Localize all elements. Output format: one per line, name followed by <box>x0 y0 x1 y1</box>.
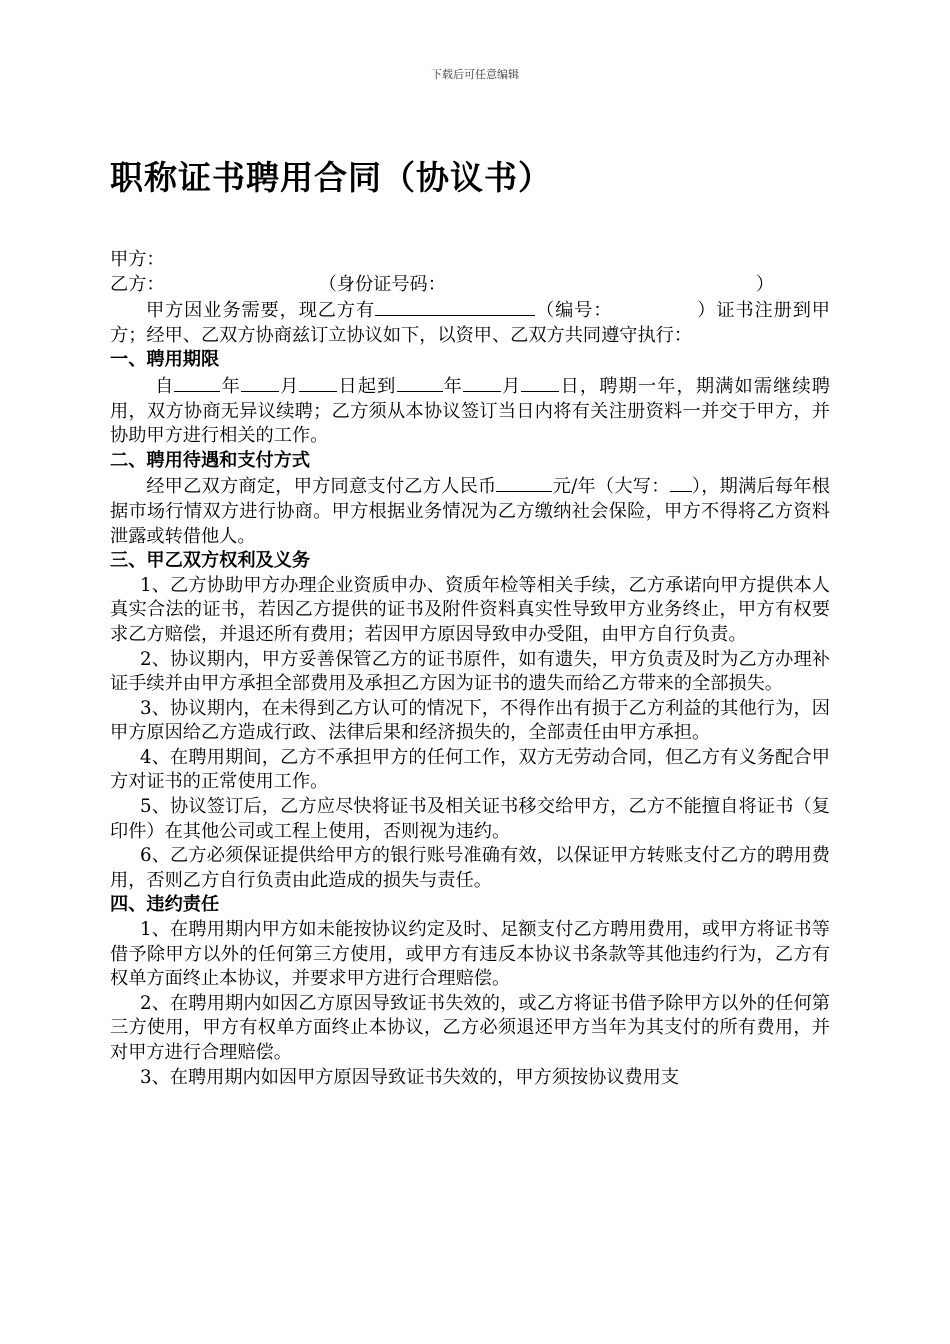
clause-paragraph: 2、协议期内，甲方妥善保管乙方的证书原件，如有遗失，甲方负责及时为乙方办理补证手续并由甲方承担全部费用及承担乙方因为证书的遗失而给乙方带来的全部损失。 <box>110 648 830 695</box>
clause-paragraph: 3、在聘用期内如因甲方原因导致证书失效的，甲方须按协议费用支 <box>140 1066 680 1088</box>
intro-paragraph: 甲方因业务需要，现乙方有 （编号： ）证书注册到甲方；经甲、乙双方协商兹订立协议如下，以资甲、乙双方共同遵守执行： <box>110 297 830 348</box>
term-paragraph: 自 年 月 日起到 年 月 日，聘期一年，期满如需继续聘用，双方协商无异议续聘；乙方须从本协议签订当日内将有关注册资料一并交于甲方，并协助甲方进行相关的工作。 <box>110 373 830 449</box>
document-title: 职称证书聘用合同（协议书） <box>110 158 552 197</box>
party-a-line: 甲方： <box>110 249 165 270</box>
clause-paragraph: 4、在聘用期间，乙方不承担甲方的任何工作，双方无劳动合同，但乙方有义务配合甲方对证书的正常使用工作。 <box>110 746 830 793</box>
certificate-blank <box>375 297 535 316</box>
section-heading: 四、违约责任 <box>110 894 220 916</box>
clause-paragraph: 5、协议签订后，乙方应尽快将证书及相关证书移交给甲方，乙方不能擅自将证书（复印件）在其他公司或工程上使用，否则视为违约。 <box>110 796 830 842</box>
clause-paragraph: 3、协议期内，在未得到乙方认可的情况下，不得作出有损于乙方利益的其他行为，因甲方原因给乙方造成行政、法律后果和经济损失的，全部责任由甲方承担。 <box>110 697 830 744</box>
section-heading: 二、聘用待遇和支付方式 <box>110 449 311 471</box>
contract-body <box>110 248 830 1090</box>
section-heading: 一、聘用期限 <box>110 349 220 371</box>
section-heading: 三、甲乙双方权利及义务 <box>110 550 311 572</box>
clause-paragraph: 2、在聘用期内如因乙方原因导致证书失效的，或乙方将证书借予除甲方以外的任何第三方使用，甲方有权单方面终止本协议，乙方必须退还甲方当年为其支付的所有费用，并对甲方进行合理赔偿。 <box>110 992 830 1063</box>
header-note: 下载后可任意编辑 <box>431 68 519 81</box>
clause-paragraph: 1、乙方协助甲方办理企业资质申办、资质年检等相关手续，乙方承诺向甲方提供本人真实合法的证书，若因乙方提供的证书及附件资料真实性导致甲方业务终止，甲方有权要求乙方赔偿，并退还所有费用；若因甲方原因导致申办受阻，由甲方自行负责。 <box>110 574 830 645</box>
clause-paragraph: 6、乙方必须保证提供给甲方的银行账号准确有效，以保证甲方转账支付乙方的聘用费用，否则乙方自行负责由此造成的损失与责任。 <box>110 845 830 891</box>
pay-paragraph: 经甲乙双方商定，甲方同意支付乙方人民币 元/年（大写： ），期满后每年根据市场行情双方进行协商。甲方根据业务情况为乙方缴纳社会保险，甲方不得将乙方资料泄露或转借他人。 <box>110 473 830 549</box>
party-b-line: 乙方： （身份证号码： ） <box>110 273 775 295</box>
clause-paragraph: 1、在聘用期内甲方如未能按协议约定及时、足额支付乙方聘用费用，或甲方将证书等借予除甲方以外的任何第三方使用，或甲方有违反本协议书条款等其他违约行为，乙方有权单方面终止本协议，并要求甲方进行合理赔偿。 <box>110 919 830 990</box>
